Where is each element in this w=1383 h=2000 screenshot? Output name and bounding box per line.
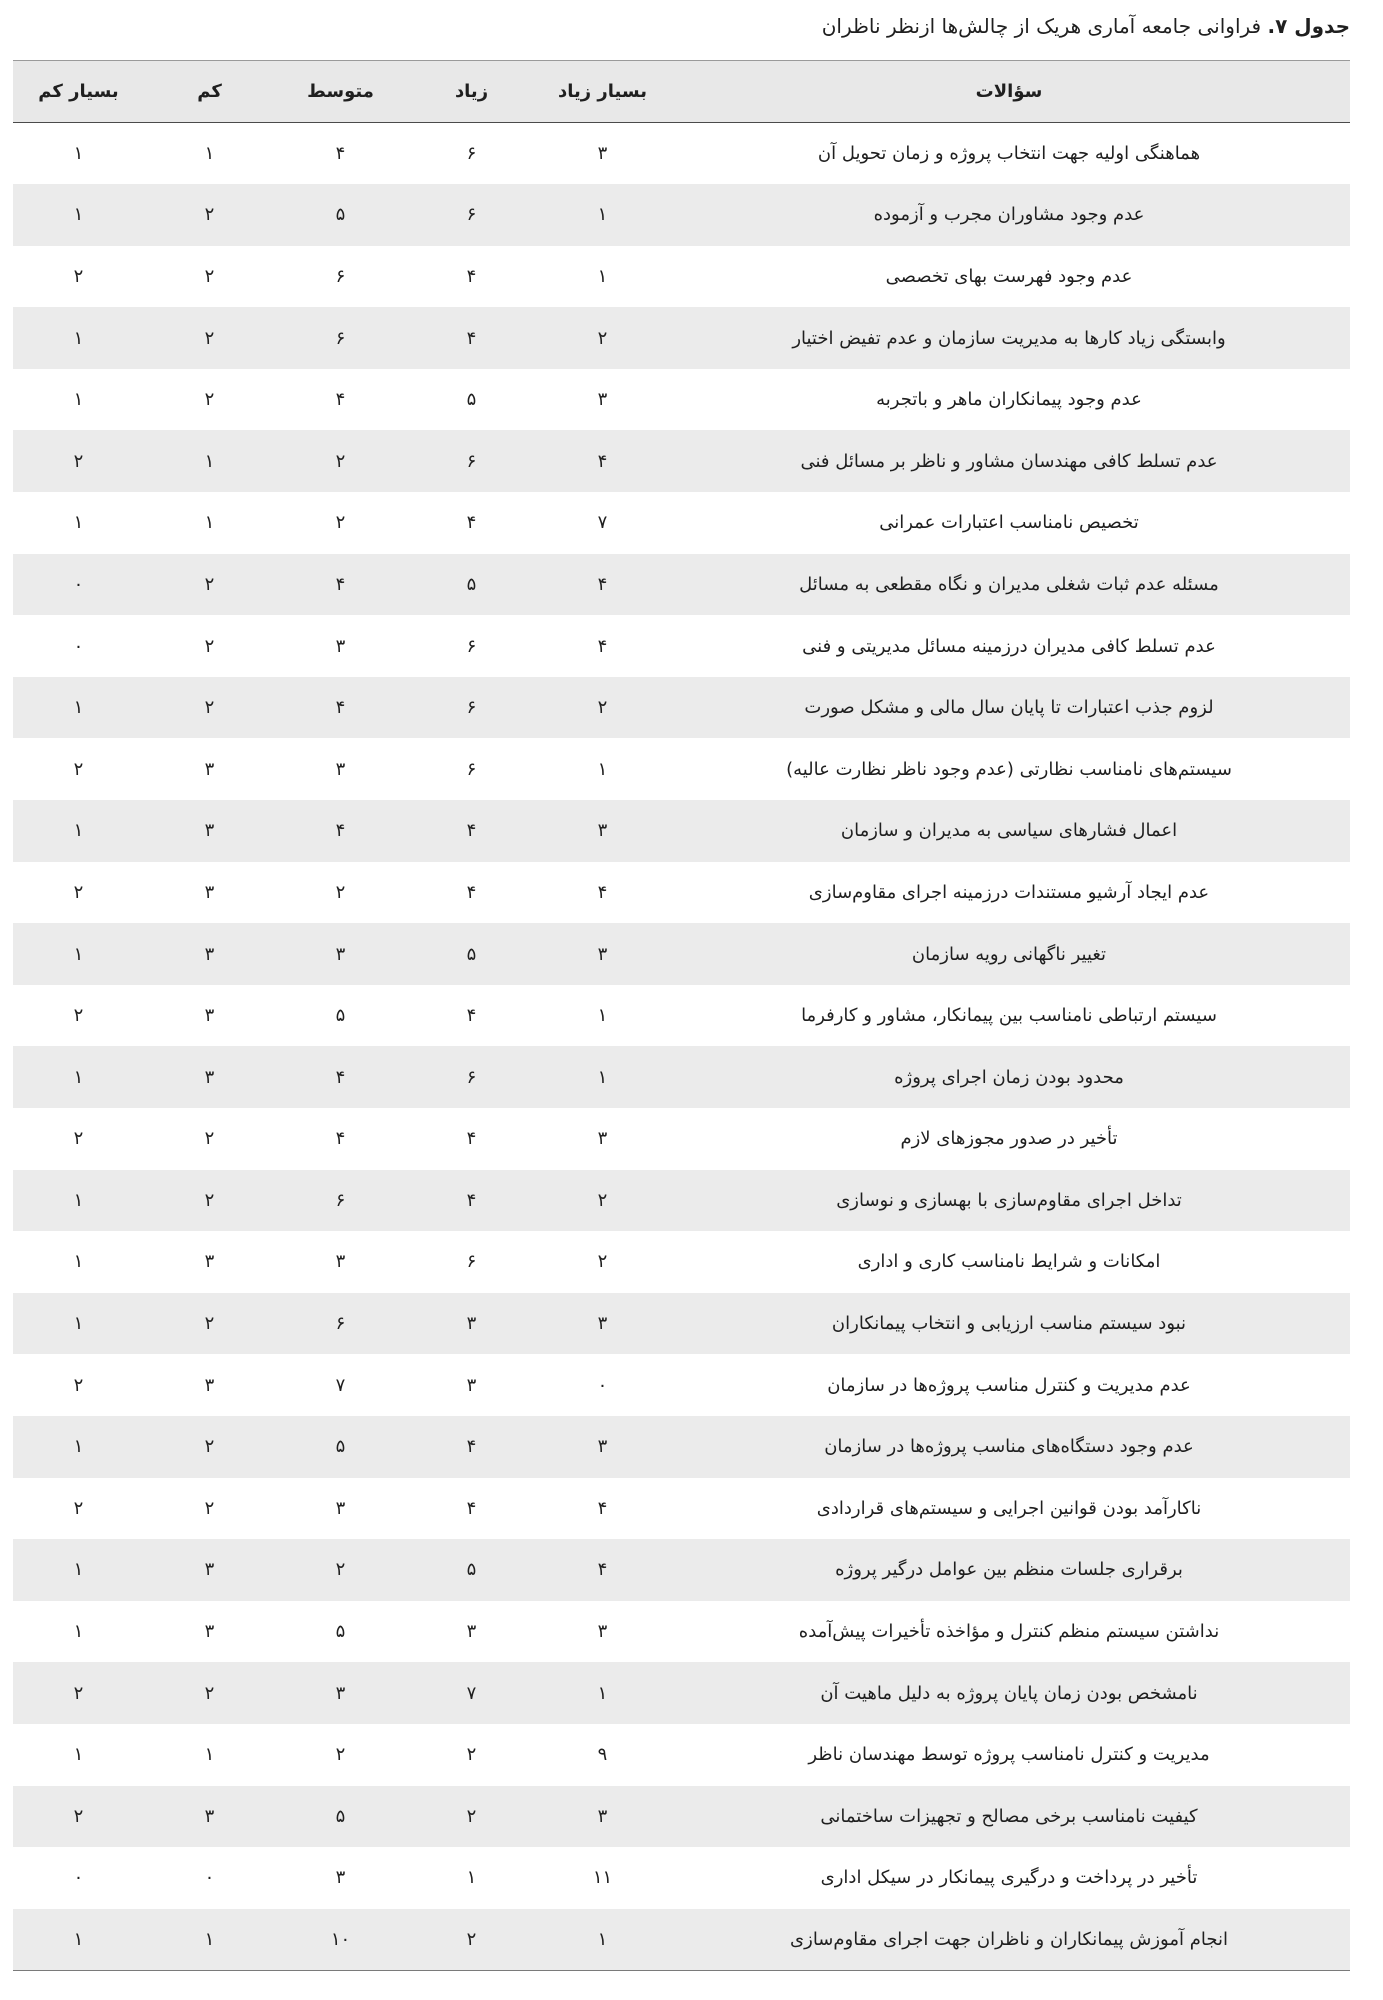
medium-cell: ۴ <box>335 820 346 842</box>
low-cell: ۳ <box>204 1251 215 1273</box>
very-low-cell: ۱ <box>73 1744 84 1766</box>
question-cell: تغییر ناگهانی رویه سازمان <box>911 943 1107 965</box>
table-row <box>13 1354 1350 1416</box>
medium-cell: ۵ <box>335 1436 346 1458</box>
low-cell: ۳ <box>204 758 215 780</box>
low-cell: ۳ <box>204 943 215 965</box>
medium-cell: ۳ <box>335 758 346 780</box>
very-low-cell: ۲ <box>73 1005 84 1027</box>
high-cell: ۶ <box>466 143 477 165</box>
medium-cell: ۵ <box>335 1621 346 1643</box>
high-cell: ۶ <box>466 697 477 719</box>
question-cell: عدم تسلط کافی مهندسان مشاور و ناظر بر مسائل فنی <box>800 450 1218 472</box>
frequency-table <box>13 60 1350 1971</box>
low-cell: ۲ <box>204 1436 215 1458</box>
high-cell: ۴ <box>466 512 477 534</box>
high-cell: ۴ <box>466 1005 477 1027</box>
very-low-cell: ۲ <box>73 1682 84 1704</box>
medium-cell: ۴ <box>335 143 346 165</box>
high-cell: ۶ <box>466 450 477 472</box>
high-cell: ۳ <box>466 1313 477 1335</box>
very-high-cell: ۱ <box>597 204 608 226</box>
very-high-cell: ۲ <box>597 1251 608 1273</box>
high-cell: ۴ <box>466 327 477 349</box>
medium-cell: ۲ <box>335 512 346 534</box>
very-high-cell: ۱۱ <box>592 1867 613 1889</box>
very-high-cell: ۳ <box>597 1805 608 1827</box>
low-cell: ۰ <box>204 1867 215 1889</box>
high-cell: ۴ <box>466 1189 477 1211</box>
very-high-cell: ۱ <box>597 758 608 780</box>
question-cell: اعمال فشارهای سیاسی به مدیران و سازمان <box>840 820 1178 842</box>
table-header-row <box>13 61 1350 123</box>
very-high-cell: ۳ <box>597 143 608 165</box>
very-high-cell: ۴ <box>597 573 608 595</box>
low-cell: ۱ <box>204 1744 215 1766</box>
very-high-cell: ۳ <box>597 1128 608 1150</box>
very-high-cell: ۱ <box>597 1005 608 1027</box>
high-cell: ۶ <box>466 635 477 657</box>
question-cell: عدم وجود مشاوران مجرب و آزموده <box>873 204 1145 226</box>
very-high-cell: ۳ <box>597 1313 608 1335</box>
question-cell: عدم وجود پیمانکاران ماهر و باتجربه <box>876 389 1142 411</box>
very-low-cell: ۱ <box>73 143 84 165</box>
header-low: کم <box>197 81 222 102</box>
very-low-cell: ۲ <box>73 450 84 472</box>
very-low-cell: ۱ <box>73 1928 84 1950</box>
question-cell: امکانات و شرایط نامناسب کاری و اداری <box>857 1251 1161 1273</box>
question-cell: تأخیر در صدور مجوزهای لازم <box>900 1128 1118 1150</box>
very-high-cell: ۴ <box>597 1559 608 1581</box>
header-very-high: بسیار زیاد <box>558 81 647 102</box>
table-row <box>13 1909 1350 1971</box>
table-row <box>13 738 1350 800</box>
very-low-cell: ۲ <box>73 758 84 780</box>
low-cell: ۲ <box>204 1497 215 1519</box>
medium-cell: ۳ <box>335 943 346 965</box>
high-cell: ۶ <box>466 758 477 780</box>
question-cell: نداشتن سیستم منظم کنترل و مؤاخذه تأخیرات پیش‌آمده <box>798 1621 1220 1643</box>
very-high-cell: ۴ <box>597 881 608 903</box>
medium-cell: ۴ <box>335 1128 346 1150</box>
medium-cell: ۷ <box>335 1374 346 1396</box>
question-cell: مدیریت و کنترل نامناسب پروژه توسط مهندسان ناظر <box>808 1744 1210 1766</box>
very-high-cell: ۱ <box>597 1682 608 1704</box>
very-low-cell: ۱ <box>73 327 84 349</box>
medium-cell: ۲ <box>335 1744 346 1766</box>
medium-cell: ۳ <box>335 1497 346 1519</box>
very-high-cell: ۷ <box>597 512 608 534</box>
very-high-cell: ۳ <box>597 943 608 965</box>
high-cell: ۴ <box>466 265 477 287</box>
high-cell: ۴ <box>466 820 477 842</box>
table-row <box>13 1293 1350 1355</box>
very-low-cell: ۱ <box>73 1189 84 1211</box>
high-cell: ۲ <box>466 1744 477 1766</box>
very-low-cell: ۱ <box>73 204 84 226</box>
medium-cell: ۳ <box>335 1251 346 1273</box>
very-low-cell: ۰ <box>73 573 84 595</box>
very-high-cell: ۴ <box>597 1497 608 1519</box>
medium-cell: ۴ <box>335 697 346 719</box>
low-cell: ۲ <box>204 389 215 411</box>
high-cell: ۶ <box>466 1066 477 1088</box>
table-row <box>13 369 1350 431</box>
low-cell: ۱ <box>204 512 215 534</box>
high-cell: ۷ <box>466 1682 477 1704</box>
table-row <box>13 1847 1350 1909</box>
high-cell: ۲ <box>466 1928 477 1950</box>
very-high-cell: ۳ <box>597 1621 608 1643</box>
high-cell: ۵ <box>466 573 477 595</box>
low-cell: ۲ <box>204 1313 215 1335</box>
medium-cell: ۲ <box>335 1559 346 1581</box>
table-row <box>13 800 1350 862</box>
high-cell: ۵ <box>466 1559 477 1581</box>
table-row <box>13 1662 1350 1724</box>
medium-cell: ۳ <box>335 1682 346 1704</box>
high-cell: ۴ <box>466 1128 477 1150</box>
low-cell: ۱ <box>204 450 215 472</box>
table-row <box>13 1601 1350 1663</box>
very-high-cell: ۴ <box>597 450 608 472</box>
very-high-cell: ۲ <box>597 327 608 349</box>
question-cell: تخصیص نامناسب اعتبارات عمرانی <box>879 512 1139 534</box>
medium-cell: ۵ <box>335 204 346 226</box>
question-cell: عدم وجود دستگاه‌های مناسب پروژه‌ها در سازمان <box>824 1436 1194 1458</box>
question-cell: محدود بودن زمان اجرای پروژه <box>894 1066 1124 1088</box>
high-cell: ۳ <box>466 1374 477 1396</box>
low-cell: ۱ <box>204 1928 215 1950</box>
table-row <box>13 1478 1350 1540</box>
table-row <box>13 246 1350 308</box>
medium-cell: ۴ <box>335 573 346 595</box>
medium-cell: ۶ <box>335 265 346 287</box>
question-cell: کیفیت نامناسب برخی مصالح و تجهیزات ساختمانی <box>820 1805 1198 1827</box>
low-cell: ۳ <box>204 1805 215 1827</box>
question-cell: عدم تسلط کافی مدیران درزمینه مسائل مدیریتی و فنی <box>802 635 1216 657</box>
low-cell: ۳ <box>204 1621 215 1643</box>
table-row <box>13 307 1350 369</box>
question-cell: مسئله عدم ثبات شغلی مدیران و نگاه مقطعی به مسائل <box>799 573 1219 595</box>
medium-cell: ۶ <box>335 1189 346 1211</box>
table-row <box>13 184 1350 246</box>
table-row <box>13 1786 1350 1848</box>
header-question: سؤالات <box>975 81 1043 102</box>
header-very-low: بسیار کم <box>38 81 119 102</box>
question-cell: لزوم جذب اعتبارات تا پایان سال مالی و مشکل صورت <box>804 697 1214 719</box>
low-cell: ۲ <box>204 1189 215 1211</box>
very-high-cell: ۳ <box>597 820 608 842</box>
medium-cell: ۱۰ <box>330 1928 351 1950</box>
medium-cell: ۳ <box>335 1867 346 1889</box>
table-row <box>13 554 1350 616</box>
question-cell: هماهنگی اولیه جهت انتخاب پروژه و زمان تحویل آن <box>817 143 1201 165</box>
high-cell: ۴ <box>466 1497 477 1519</box>
caption-label: جدول ۷. <box>1267 14 1350 38</box>
medium-cell: ۲ <box>335 450 346 472</box>
table-row <box>13 1170 1350 1232</box>
very-low-cell: ۱ <box>73 1251 84 1273</box>
medium-cell: ۶ <box>335 327 346 349</box>
medium-cell: ۴ <box>335 389 346 411</box>
very-low-cell: ۱ <box>73 697 84 719</box>
high-cell: ۲ <box>466 1805 477 1827</box>
very-high-cell: ۴ <box>597 635 608 657</box>
question-cell: سیستم‌های نامناسب نظارتی (عدم وجود ناظر نظارت عالیه) <box>786 758 1232 780</box>
very-low-cell: ۰ <box>73 635 84 657</box>
low-cell: ۲ <box>204 635 215 657</box>
very-low-cell: ۲ <box>73 881 84 903</box>
very-low-cell: ۱ <box>73 389 84 411</box>
low-cell: ۲ <box>204 204 215 226</box>
very-high-cell: ۳ <box>597 1436 608 1458</box>
very-low-cell: ۱ <box>73 512 84 534</box>
table-row <box>13 1724 1350 1786</box>
high-cell: ۶ <box>466 204 477 226</box>
low-cell: ۲ <box>204 1682 215 1704</box>
high-cell: ۵ <box>466 943 477 965</box>
very-high-cell: ۲ <box>597 1189 608 1211</box>
question-cell: عدم وجود فهرست بهای تخصصی <box>885 265 1133 287</box>
table-row <box>13 1231 1350 1293</box>
low-cell: ۲ <box>204 697 215 719</box>
question-cell: تأخیر در پرداخت و درگیری پیمانکار در سیکل اداری <box>820 1867 1198 1889</box>
very-high-cell: ۹ <box>597 1744 608 1766</box>
very-low-cell: ۰ <box>73 1867 84 1889</box>
low-cell: ۳ <box>204 1005 215 1027</box>
medium-cell: ۶ <box>335 1313 346 1335</box>
question-cell: نبود سیستم مناسب ارزیابی و انتخاب پیمانکاران <box>831 1313 1187 1335</box>
table-row <box>13 492 1350 554</box>
very-low-cell: ۲ <box>73 1497 84 1519</box>
very-low-cell: ۲ <box>73 1128 84 1150</box>
low-cell: ۲ <box>204 265 215 287</box>
low-cell: ۲ <box>204 327 215 349</box>
very-low-cell: ۱ <box>73 943 84 965</box>
very-low-cell: ۱ <box>73 1066 84 1088</box>
low-cell: ۳ <box>204 1559 215 1581</box>
table-row <box>13 862 1350 924</box>
low-cell: ۳ <box>204 820 215 842</box>
medium-cell: ۳ <box>335 635 346 657</box>
very-low-cell: ۱ <box>73 1621 84 1643</box>
question-cell: وابستگی زیاد کارها به مدیریت سازمان و عدم تفیض اختیار <box>792 327 1226 349</box>
very-low-cell: ۱ <box>73 1313 84 1335</box>
question-cell: سیستم ارتباطی نامناسب بین پیمانکار، مشاور و کارفرما <box>801 1005 1217 1027</box>
table-row <box>13 123 1350 185</box>
table-row <box>13 1046 1350 1108</box>
very-high-cell: ۰ <box>597 1374 608 1396</box>
question-cell: انجام آموزش پیمانکاران و ناظران جهت اجرای مقاوم‌سازی <box>790 1928 1228 1950</box>
very-high-cell: ۱ <box>597 265 608 287</box>
high-cell: ۴ <box>466 881 477 903</box>
medium-cell: ۵ <box>335 1805 346 1827</box>
low-cell: ۲ <box>204 1128 215 1150</box>
header-high: زیاد <box>454 81 489 102</box>
very-high-cell: ۱ <box>597 1066 608 1088</box>
low-cell: ۳ <box>204 1374 215 1396</box>
low-cell: ۲ <box>204 573 215 595</box>
very-low-cell: ۲ <box>73 1374 84 1396</box>
question-cell: ناکارآمد بودن قوانین اجرایی و سیستم‌های قراردادی <box>816 1497 1202 1519</box>
low-cell: ۱ <box>204 143 215 165</box>
medium-cell: ۵ <box>335 1005 346 1027</box>
high-cell: ۴ <box>466 1436 477 1458</box>
very-low-cell: ۱ <box>73 820 84 842</box>
very-high-cell: ۲ <box>597 697 608 719</box>
medium-cell: ۴ <box>335 1066 346 1088</box>
very-low-cell: ۲ <box>73 265 84 287</box>
question-cell: عدم مدیریت و کنترل مناسب پروژه‌ها در سازمان <box>827 1374 1191 1396</box>
question-cell: تداخل اجرای مقاوم‌سازی با بهسازی و نوسازی <box>836 1189 1182 1211</box>
table-caption <box>822 12 1350 40</box>
question-cell: عدم ایجاد آرشیو مستندات درزمینه اجرای مقاوم‌سازی <box>808 881 1210 903</box>
table-row <box>13 923 1350 985</box>
high-cell: ۶ <box>466 1251 477 1273</box>
very-low-cell: ۱ <box>73 1436 84 1458</box>
high-cell: ۵ <box>466 389 477 411</box>
low-cell: ۳ <box>204 881 215 903</box>
table-row <box>13 615 1350 677</box>
question-cell: برقراری جلسات منظم بین عوامل درگیر پروژه <box>835 1559 1183 1581</box>
medium-cell: ۲ <box>335 881 346 903</box>
very-low-cell: ۲ <box>73 1805 84 1827</box>
very-high-cell: ۱ <box>597 1928 608 1950</box>
table-row <box>13 677 1350 739</box>
table-row <box>13 430 1350 492</box>
caption-text: فراوانی جامعه آماری هریک از چالش‌ها ازنظر ناظران <box>821 14 1262 38</box>
question-cell: نامشخص بودن زمان پایان پروژه به دلیل ماهیت آن <box>820 1682 1198 1704</box>
header-medium: متوسط <box>307 81 374 102</box>
very-high-cell: ۳ <box>597 389 608 411</box>
high-cell: ۳ <box>466 1621 477 1643</box>
high-cell: ۱ <box>466 1867 477 1889</box>
low-cell: ۳ <box>204 1066 215 1088</box>
table-row <box>13 1108 1350 1170</box>
very-low-cell: ۱ <box>73 1559 84 1581</box>
table-row <box>13 1539 1350 1601</box>
table-row <box>13 1416 1350 1478</box>
table-row <box>13 985 1350 1047</box>
